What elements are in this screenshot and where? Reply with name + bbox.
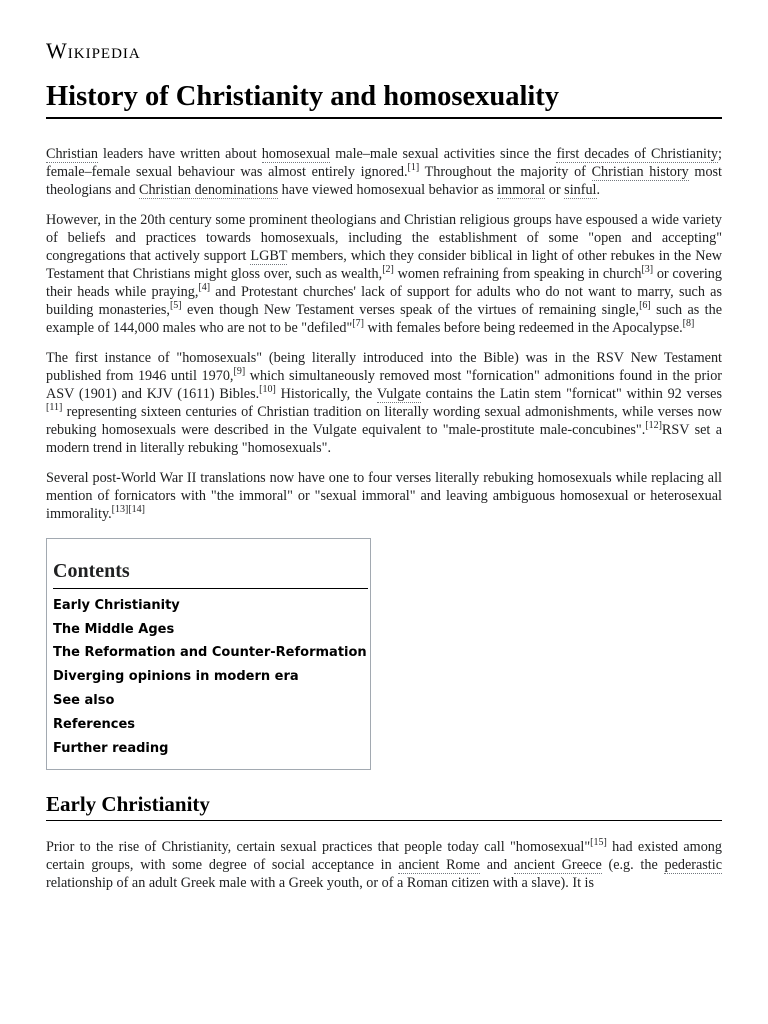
- text: or covering their heads while praying,: [46, 265, 722, 300]
- toc-item-early-christianity[interactable]: Early Christianity: [53, 597, 180, 613]
- link-homosexual[interactable]: homosexual: [261, 146, 331, 162]
- text: members, which they consider biblical in light of other rebukes in the New Testament that Christians might gloss over, such as wealth,: [46, 248, 722, 282]
- text: or: [545, 181, 565, 198]
- reference-5[interactable]: [5]: [169, 299, 182, 311]
- intro-paragraph-2: [46, 212, 722, 337]
- toc-item-diverging-opinions[interactable]: Diverging opinions in modern era: [53, 669, 299, 685]
- text: which simultaneously removed most "fornication" admonitions found in the prior ASV (1901) and KJV (1611) Bibles.: [46, 367, 723, 402]
- text: The first instance of "homosexuals" (being literally introduced into the Bible) was in the RSV New Testament published from 1946 until 1970,: [46, 350, 722, 384]
- text: ; female–female sexual behaviour was almost entirely ignored.: [46, 146, 722, 180]
- text: and Protestant churches' lack of support for adults who do not want to marry, such as building monasteries,: [46, 283, 722, 318]
- text: Several post-World War II translations now have one to four verses literally rebuking homosexuals while replacing all mention of fornicators with "the immoral" or "sexual immoral" and leaving ambiguous homosexual or heterosexual immorality.: [46, 470, 722, 522]
- text: Historically, the: [275, 385, 377, 402]
- link-first-decades-of-christianity[interactable]: first decades of Christianity: [556, 146, 719, 162]
- text: relationship of an adult Greek male with a Greek youth, or of a Roman citizen with a slave). It is: [46, 875, 595, 892]
- table-of-contents: [46, 538, 371, 771]
- text: .: [596, 181, 601, 198]
- link-christian[interactable]: Christian: [46, 146, 99, 162]
- reference-14[interactable]: [14]: [128, 503, 146, 515]
- text: male–male sexual activities since the: [330, 146, 557, 162]
- text: with females before being redeemed in the Apocalypse.: [363, 319, 683, 336]
- intro-paragraph-4: [46, 470, 722, 524]
- toc-item-references[interactable]: References: [53, 716, 136, 732]
- link-ancient-greece[interactable]: ancient Greece: [513, 857, 602, 874]
- toc-title: Contents: [53, 559, 368, 589]
- link-immoral[interactable]: immoral: [497, 181, 546, 198]
- text: such as the example of 144,000 males who are not to be "defiled": [46, 301, 722, 336]
- reference-6[interactable]: [6]: [639, 299, 651, 311]
- reference-12[interactable]: [12]: [645, 419, 662, 431]
- toc-item-reformation[interactable]: The Reformation and Counter-Reformation: [53, 645, 367, 661]
- text: women refraining from speaking in church: [393, 265, 642, 282]
- link-sinful[interactable]: sinful: [564, 181, 597, 198]
- text: (e.g. the: [601, 857, 665, 874]
- text: contains the Latin stem "fornicat" within 92 verses: [420, 385, 723, 402]
- reference-9[interactable]: [9]: [233, 365, 246, 377]
- link-christian-history[interactable]: Christian history: [591, 163, 689, 180]
- wikipedia-logo[interactable]: Wikipedia: [46, 38, 141, 63]
- link-vulgate[interactable]: Vulgate: [376, 385, 421, 402]
- reference-1[interactable]: [1]: [407, 161, 420, 173]
- intro-paragraph-1: [46, 146, 722, 200]
- toc-item-further-reading[interactable]: Further reading: [53, 740, 169, 756]
- link-pederastic[interactable]: pederastic: [664, 857, 722, 874]
- text: most theologians and: [46, 163, 723, 198]
- page-title: History of Christianity and homosexuality: [46, 80, 722, 119]
- text: and: [479, 857, 514, 874]
- reference-10[interactable]: [10]: [259, 383, 276, 395]
- link-ancient-rome[interactable]: ancient Rome: [398, 857, 480, 874]
- reference-2[interactable]: [2]: [382, 263, 394, 275]
- text: had existed among certain groups, with some degree of social acceptance in: [46, 839, 722, 874]
- text: However, in the 20th century some prominent theologians and Christian religious groups have espoused a wide variety of beliefs and practices towards homosexuals, including the establishment of some "open and accepting" congregations that actively support: [46, 212, 722, 265]
- reference-3[interactable]: [3]: [641, 263, 654, 275]
- text: representing sixteen centuries of Christian tradition on literally wording sexual admonishments, while verses now rebuking homosexuals were described in the Vulgate equivalent to "male-prostitute male-concubines".: [46, 403, 722, 438]
- text: Throughout the majority of: [419, 163, 592, 180]
- text: Prior to the rise of Christianity, certain sexual practices that people today call "homosexual": [46, 839, 591, 856]
- reference-8[interactable]: [8]: [682, 317, 695, 329]
- reference-15[interactable]: [15]: [590, 837, 607, 849]
- article-body: [46, 146, 722, 906]
- text: even though New Testament verses speak of the virtues of remaining single,: [181, 301, 640, 318]
- text: RSV set a modern trend in literally rebuking "homosexuals".: [46, 421, 722, 456]
- reference-4[interactable]: [4]: [198, 281, 211, 293]
- text: leaders have written about: [98, 146, 262, 162]
- toc-item-see-also[interactable]: See also: [53, 692, 115, 708]
- intro-paragraph-3: [46, 350, 722, 457]
- link-lgbt[interactable]: LGBT: [250, 248, 288, 265]
- reference-13[interactable]: [13]: [111, 503, 129, 515]
- reference-7[interactable]: [7]: [352, 317, 364, 329]
- section-heading-early-christianity: Early Christianity: [46, 791, 722, 821]
- link-christian-denominations[interactable]: Christian denominations: [139, 181, 279, 198]
- text: have viewed homosexual behavior as: [278, 181, 498, 198]
- reference-11[interactable]: [11]: [46, 401, 63, 413]
- early-christianity-paragraph-1: [46, 839, 722, 893]
- toc-item-middle-ages[interactable]: The Middle Ages: [53, 621, 175, 637]
